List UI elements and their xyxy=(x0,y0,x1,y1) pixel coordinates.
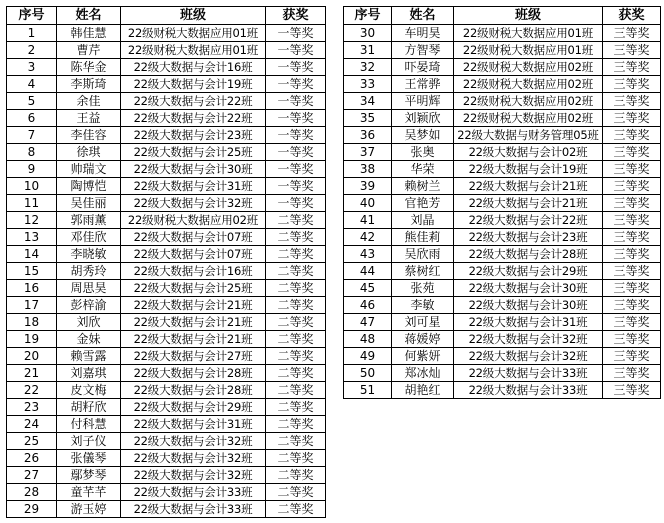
cell-name: 胡艳红 xyxy=(392,382,454,399)
cell-index: 51 xyxy=(344,382,392,399)
cell-index: 40 xyxy=(344,195,392,212)
cell-index: 5 xyxy=(7,93,57,110)
cell-index: 4 xyxy=(7,76,57,93)
table-row xyxy=(7,331,326,348)
cell-name: 刘子仪 xyxy=(57,433,121,450)
cell-class: 22级大数据与会计30班 xyxy=(454,297,603,314)
table-row xyxy=(344,127,661,144)
cell-award: 一等奖 xyxy=(266,76,326,93)
table-row xyxy=(344,76,661,93)
cell-class: 22级大数据与会计19班 xyxy=(121,76,266,93)
cell-index: 18 xyxy=(7,314,57,331)
table-body-left xyxy=(7,25,326,518)
cell-class: 22级大数据与会计28班 xyxy=(121,382,266,399)
cell-award: 一等奖 xyxy=(266,161,326,178)
cell-name: 吴佳丽 xyxy=(57,195,121,212)
cell-name: 余佳 xyxy=(57,93,121,110)
cell-award: 三等奖 xyxy=(603,110,661,127)
cell-award: 三等奖 xyxy=(603,331,661,348)
cell-award: 二等奖 xyxy=(266,450,326,467)
cell-name: 华荣 xyxy=(392,161,454,178)
cell-class: 22级大数据与会计32班 xyxy=(121,467,266,484)
cell-name: 吴欣雨 xyxy=(392,246,454,263)
cell-index: 42 xyxy=(344,229,392,246)
cell-class: 22级大数据与会计21班 xyxy=(121,331,266,348)
cell-name: 韩佳慧 xyxy=(57,25,121,42)
cell-award: 二等奖 xyxy=(266,416,326,433)
cell-class: 22级大数据与会计29班 xyxy=(454,263,603,280)
table-row xyxy=(7,110,326,127)
cell-index: 50 xyxy=(344,365,392,382)
table-row xyxy=(7,195,326,212)
table-row xyxy=(344,314,661,331)
cell-award: 二等奖 xyxy=(266,331,326,348)
cell-award: 二等奖 xyxy=(266,501,326,518)
cell-name: 李斯琦 xyxy=(57,76,121,93)
cell-index: 41 xyxy=(344,212,392,229)
table-row xyxy=(7,501,326,518)
cell-class: 22级大数据与会计07班 xyxy=(121,246,266,263)
cell-name: 帅瑞文 xyxy=(57,161,121,178)
cell-index: 38 xyxy=(344,161,392,178)
table-row xyxy=(344,263,661,280)
cell-class: 22级财税大数据应用02班 xyxy=(454,93,603,110)
cell-name: 王益 xyxy=(57,110,121,127)
cell-class: 22级大数据与会计30班 xyxy=(454,280,603,297)
cell-award: 三等奖 xyxy=(603,314,661,331)
header-index: 序号 xyxy=(344,7,392,25)
table-row xyxy=(344,229,661,246)
header-award: 获奖 xyxy=(603,7,661,25)
cell-award: 三等奖 xyxy=(603,144,661,161)
cell-award: 一等奖 xyxy=(266,93,326,110)
cell-index: 33 xyxy=(344,76,392,93)
cell-award: 一等奖 xyxy=(266,42,326,59)
table-row xyxy=(344,178,661,195)
cell-name: 张奥 xyxy=(392,144,454,161)
cell-award: 二等奖 xyxy=(266,433,326,450)
cell-index: 27 xyxy=(7,467,57,484)
table-row xyxy=(344,246,661,263)
cell-class: 22级财税大数据应用02班 xyxy=(454,76,603,93)
cell-class: 22级大数据与会计25班 xyxy=(121,144,266,161)
cell-name: 胡秀玲 xyxy=(57,263,121,280)
table-row xyxy=(344,280,661,297)
cell-class: 22级大数据与会计22班 xyxy=(454,212,603,229)
table-row xyxy=(7,399,326,416)
cell-award: 二等奖 xyxy=(266,229,326,246)
cell-class: 22级大数据与会计32班 xyxy=(454,331,603,348)
cell-class: 22级财税大数据应用01班 xyxy=(121,42,266,59)
cell-award: 三等奖 xyxy=(603,348,661,365)
table-row xyxy=(344,161,661,178)
cell-name: 郭雨薰 xyxy=(57,212,121,229)
header-name: 姓名 xyxy=(57,7,121,25)
table-row xyxy=(344,382,661,399)
cell-class: 22级大数据与会计07班 xyxy=(121,229,266,246)
cell-class: 22级大数据与会计31班 xyxy=(454,314,603,331)
table-row xyxy=(7,416,326,433)
cell-name: 张苑 xyxy=(392,280,454,297)
cell-index: 12 xyxy=(7,212,57,229)
cell-class: 22级大数据与会计22班 xyxy=(121,110,266,127)
cell-index: 30 xyxy=(344,25,392,42)
cell-award: 三等奖 xyxy=(603,178,661,195)
cell-award: 三等奖 xyxy=(603,93,661,110)
cell-name: 王常骅 xyxy=(392,76,454,93)
cell-class: 22级财税大数据应用01班 xyxy=(454,25,603,42)
cell-class: 22级大数据与会计19班 xyxy=(454,161,603,178)
cell-index: 47 xyxy=(344,314,392,331)
table-row xyxy=(7,467,326,484)
cell-award: 三等奖 xyxy=(603,382,661,399)
cell-index: 36 xyxy=(344,127,392,144)
cell-class: 22级财税大数据应用01班 xyxy=(121,25,266,42)
cell-index: 28 xyxy=(7,484,57,501)
cell-class: 22级大数据与会计33班 xyxy=(454,382,603,399)
cell-award: 一等奖 xyxy=(266,127,326,144)
cell-index: 29 xyxy=(7,501,57,518)
cell-award: 三等奖 xyxy=(603,212,661,229)
cell-index: 23 xyxy=(7,399,57,416)
table-row xyxy=(7,25,326,42)
cell-award: 二等奖 xyxy=(266,382,326,399)
header-award: 获奖 xyxy=(266,7,326,25)
cell-index: 15 xyxy=(7,263,57,280)
cell-name: 皮文梅 xyxy=(57,382,121,399)
cell-award: 一等奖 xyxy=(266,144,326,161)
table-row xyxy=(344,297,661,314)
cell-award: 三等奖 xyxy=(603,42,661,59)
cell-award: 三等奖 xyxy=(603,59,661,76)
cell-name: 吓晏琦 xyxy=(392,59,454,76)
header-class: 班级 xyxy=(121,7,266,25)
table-row xyxy=(7,382,326,399)
cell-index: 14 xyxy=(7,246,57,263)
table-row xyxy=(7,450,326,467)
table-row xyxy=(7,93,326,110)
cell-name: 蒋媛婷 xyxy=(392,331,454,348)
table-row xyxy=(344,93,661,110)
cell-index: 10 xyxy=(7,178,57,195)
table-row xyxy=(7,297,326,314)
cell-name: 车明昊 xyxy=(392,25,454,42)
cell-name: 李佳容 xyxy=(57,127,121,144)
cell-name: 徐琪 xyxy=(57,144,121,161)
table-row xyxy=(7,42,326,59)
cell-award: 二等奖 xyxy=(266,297,326,314)
cell-name: 李敏 xyxy=(392,297,454,314)
header-index: 序号 xyxy=(7,7,57,25)
header-class: 班级 xyxy=(454,7,603,25)
cell-award: 三等奖 xyxy=(603,280,661,297)
table-row xyxy=(344,212,661,229)
cell-index: 44 xyxy=(344,263,392,280)
cell-award: 二等奖 xyxy=(266,399,326,416)
cell-award: 三等奖 xyxy=(603,195,661,212)
cell-class: 22级大数据与会计25班 xyxy=(121,280,266,297)
cell-award: 三等奖 xyxy=(603,25,661,42)
cell-award: 三等奖 xyxy=(603,76,661,93)
cell-name: 李晓敏 xyxy=(57,246,121,263)
cell-class: 22级财税大数据应用02班 xyxy=(121,212,266,229)
table-row xyxy=(7,314,326,331)
cell-name: 鄢梦琴 xyxy=(57,467,121,484)
table-row xyxy=(7,484,326,501)
cell-index: 31 xyxy=(344,42,392,59)
cell-award: 一等奖 xyxy=(266,59,326,76)
cell-index: 48 xyxy=(344,331,392,348)
cell-name: 胡籽欣 xyxy=(57,399,121,416)
cell-index: 20 xyxy=(7,348,57,365)
table-header-row xyxy=(344,7,661,25)
table-row xyxy=(344,348,661,365)
cell-name: 官艳芳 xyxy=(392,195,454,212)
cell-class: 22级大数据与会计33班 xyxy=(121,484,266,501)
cell-index: 26 xyxy=(7,450,57,467)
cell-class: 22级大数据与会计21班 xyxy=(121,314,266,331)
cell-award: 二等奖 xyxy=(266,467,326,484)
cell-name: 周思昊 xyxy=(57,280,121,297)
cell-class: 22级大数据与会计33班 xyxy=(121,501,266,518)
table-row xyxy=(344,144,661,161)
table-row xyxy=(7,246,326,263)
table-row xyxy=(7,263,326,280)
table-body-right xyxy=(344,25,661,399)
cell-award: 二等奖 xyxy=(266,365,326,382)
cell-index: 49 xyxy=(344,348,392,365)
cell-award: 三等奖 xyxy=(603,263,661,280)
table-row xyxy=(7,365,326,382)
cell-class: 22级大数据与会计21班 xyxy=(454,195,603,212)
table-row xyxy=(7,144,326,161)
cell-class: 22级财税大数据应用02班 xyxy=(454,59,603,76)
cell-award: 三等奖 xyxy=(603,161,661,178)
cell-class: 22级大数据与会计32班 xyxy=(121,433,266,450)
cell-class: 22级大数据与会计30班 xyxy=(121,161,266,178)
cell-name: 刘嘉琪 xyxy=(57,365,121,382)
cell-class: 22级大数据与会计02班 xyxy=(454,144,603,161)
table-row xyxy=(7,178,326,195)
cell-index: 37 xyxy=(344,144,392,161)
cell-name: 陶博恺 xyxy=(57,178,121,195)
award-table-left xyxy=(6,6,326,518)
cell-class: 22级大数据与会计29班 xyxy=(121,399,266,416)
cell-name: 张儀琴 xyxy=(57,450,121,467)
cell-class: 22级大数据与会计31班 xyxy=(121,178,266,195)
cell-name: 吴梦如 xyxy=(392,127,454,144)
cell-name: 金妹 xyxy=(57,331,121,348)
table-row xyxy=(344,195,661,212)
cell-class: 22级大数据与会计16班 xyxy=(121,263,266,280)
cell-award: 三等奖 xyxy=(603,229,661,246)
cell-award: 三等奖 xyxy=(603,127,661,144)
award-table-right xyxy=(343,6,661,399)
cell-index: 45 xyxy=(344,280,392,297)
cell-index: 32 xyxy=(344,59,392,76)
cell-index: 16 xyxy=(7,280,57,297)
cell-award: 二等奖 xyxy=(266,212,326,229)
cell-award: 一等奖 xyxy=(266,110,326,127)
cell-award: 三等奖 xyxy=(603,246,661,263)
cell-name: 游玉婷 xyxy=(57,501,121,518)
cell-name: 蔡树红 xyxy=(392,263,454,280)
cell-name: 赖树兰 xyxy=(392,178,454,195)
table-row xyxy=(7,161,326,178)
cell-class: 22级财税大数据应用02班 xyxy=(454,110,603,127)
cell-index: 34 xyxy=(344,93,392,110)
cell-index: 6 xyxy=(7,110,57,127)
cell-name: 平明辉 xyxy=(392,93,454,110)
cell-award: 一等奖 xyxy=(266,25,326,42)
cell-class: 22级大数据与会计23班 xyxy=(454,229,603,246)
table-row xyxy=(344,331,661,348)
table-row xyxy=(344,110,661,127)
cell-index: 13 xyxy=(7,229,57,246)
cell-award: 二等奖 xyxy=(266,348,326,365)
table-row xyxy=(344,59,661,76)
cell-index: 25 xyxy=(7,433,57,450)
cell-class: 22级财税大数据应用01班 xyxy=(454,42,603,59)
cell-index: 39 xyxy=(344,178,392,195)
cell-award: 三等奖 xyxy=(603,365,661,382)
cell-name: 方智琴 xyxy=(392,42,454,59)
cell-index: 2 xyxy=(7,42,57,59)
table-row xyxy=(7,59,326,76)
table-row xyxy=(344,42,661,59)
cell-name: 陈华金 xyxy=(57,59,121,76)
cell-index: 1 xyxy=(7,25,57,42)
table-row xyxy=(7,433,326,450)
cell-name: 彭梓渝 xyxy=(57,297,121,314)
cell-name: 刘颖欣 xyxy=(392,110,454,127)
cell-index: 21 xyxy=(7,365,57,382)
cell-index: 8 xyxy=(7,144,57,161)
cell-name: 刘欣 xyxy=(57,314,121,331)
cell-award: 三等奖 xyxy=(603,297,661,314)
cell-name: 何紫妍 xyxy=(392,348,454,365)
cell-class: 22级大数据与会计21班 xyxy=(454,178,603,195)
cell-index: 11 xyxy=(7,195,57,212)
cell-name: 赖雪露 xyxy=(57,348,121,365)
table-row xyxy=(7,127,326,144)
cell-name: 付科慧 xyxy=(57,416,121,433)
cell-index: 35 xyxy=(344,110,392,127)
cell-index: 43 xyxy=(344,246,392,263)
cell-name: 邓佳欣 xyxy=(57,229,121,246)
cell-class: 22级大数据与会计27班 xyxy=(121,348,266,365)
table-row xyxy=(344,365,661,382)
cell-class: 22级大数据与会计32班 xyxy=(121,450,266,467)
cell-index: 19 xyxy=(7,331,57,348)
cell-index: 46 xyxy=(344,297,392,314)
cell-class: 22级大数据与会计28班 xyxy=(121,365,266,382)
cell-class: 22级大数据与会计32班 xyxy=(454,348,603,365)
cell-name: 童芊芊 xyxy=(57,484,121,501)
cell-award: 二等奖 xyxy=(266,263,326,280)
table-header-row xyxy=(7,7,326,25)
cell-name: 郑冰灿 xyxy=(392,365,454,382)
cell-award: 二等奖 xyxy=(266,280,326,297)
cell-award: 二等奖 xyxy=(266,484,326,501)
cell-class: 22级大数据与会计23班 xyxy=(121,127,266,144)
table-row xyxy=(7,229,326,246)
cell-class: 22级大数据与会计22班 xyxy=(121,93,266,110)
cell-index: 24 xyxy=(7,416,57,433)
cell-award: 二等奖 xyxy=(266,246,326,263)
cell-class: 22级大数据与会计32班 xyxy=(121,195,266,212)
cell-index: 7 xyxy=(7,127,57,144)
cell-index: 3 xyxy=(7,59,57,76)
cell-class: 22级大数据与会计31班 xyxy=(121,416,266,433)
table-row xyxy=(344,25,661,42)
cell-class: 22级大数据与财务管理05班 xyxy=(454,127,603,144)
cell-index: 9 xyxy=(7,161,57,178)
header-name: 姓名 xyxy=(392,7,454,25)
table-row xyxy=(7,76,326,93)
cell-award: 一等奖 xyxy=(266,178,326,195)
table-row xyxy=(7,280,326,297)
cell-class: 22级大数据与会计16班 xyxy=(121,59,266,76)
table-row xyxy=(7,348,326,365)
cell-name: 刘可星 xyxy=(392,314,454,331)
cell-name: 曹芹 xyxy=(57,42,121,59)
cell-class: 22级大数据与会计21班 xyxy=(121,297,266,314)
cell-class: 22级大数据与会计28班 xyxy=(454,246,603,263)
cell-index: 17 xyxy=(7,297,57,314)
cell-name: 熊佳莉 xyxy=(392,229,454,246)
cell-award: 二等奖 xyxy=(266,314,326,331)
cell-index: 22 xyxy=(7,382,57,399)
cell-award: 一等奖 xyxy=(266,195,326,212)
cell-name: 刘晶 xyxy=(392,212,454,229)
cell-class: 22级大数据与会计33班 xyxy=(454,365,603,382)
table-row xyxy=(7,212,326,229)
